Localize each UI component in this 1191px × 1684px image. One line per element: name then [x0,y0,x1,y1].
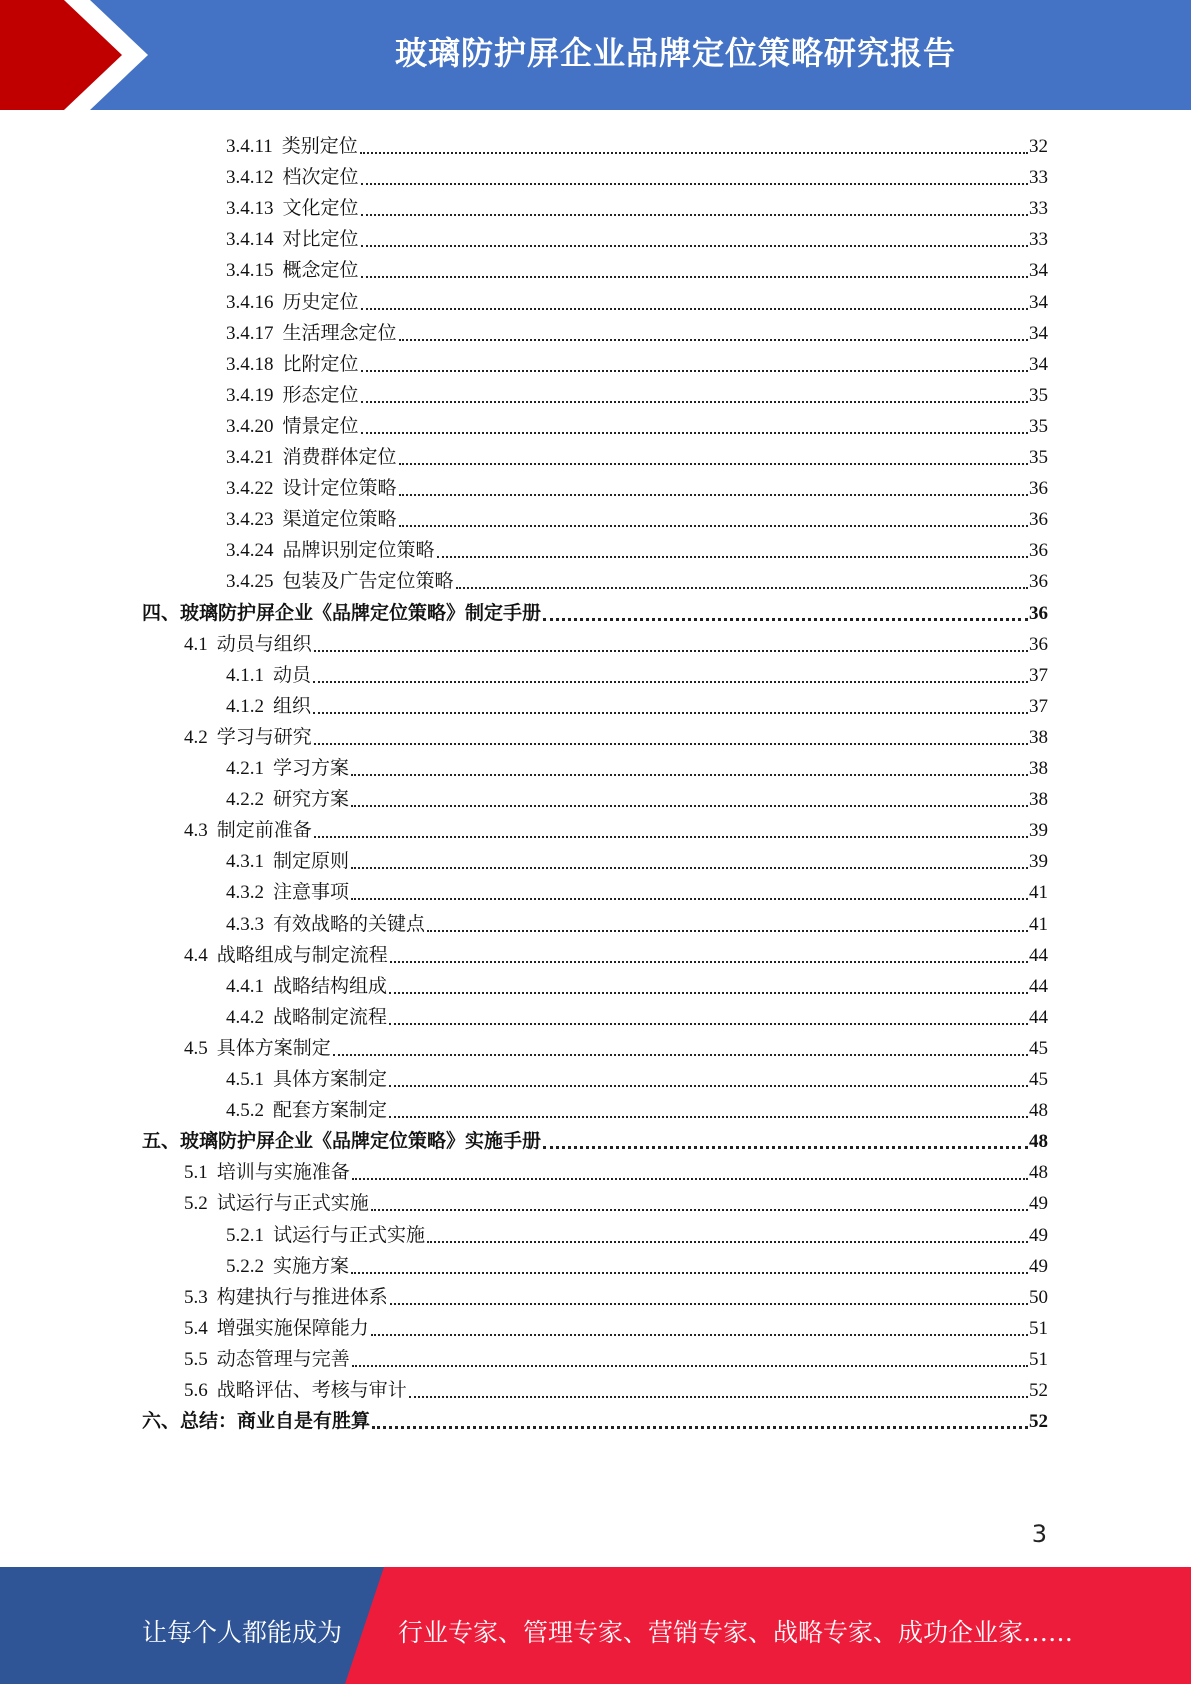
toc-entry-page: 34 [1029,353,1048,375]
dot-leader [361,275,1028,278]
toc-entry-title: 品牌识别定位策略 [282,540,435,562]
toc-entry-page: 34 [1029,291,1048,313]
dot-leader [427,929,1028,932]
toc-entry-title: 消费群体定位 [282,447,397,468]
toc-entry-title: 历史定位 [282,291,359,313]
toc-entry-number: 4.1.2 [226,695,264,717]
toc-entry-page: 35 [1029,447,1048,468]
toc-entry-title: 生活理念定位 [282,322,397,344]
toc-entry[interactable] [226,563,1048,594]
toc-entry-page: 39 [1029,851,1048,873]
dot-leader [352,1177,1028,1180]
toc-entry-number: 3.4.21 [226,447,274,468]
dot-leader [361,369,1028,372]
toc-entry-page: 35 [1029,415,1048,437]
toc-entry-page: 36 [1029,540,1048,562]
dot-leader [314,835,1028,838]
toc-entry-number: 5.2.1 [226,1224,264,1246]
toc-entry-number: 4.2.2 [226,789,264,811]
toc-entry[interactable] [184,1341,1048,1372]
toc-entry-number: 3.4.23 [226,509,274,531]
toc-entry-title: 档次定位 [282,167,359,189]
toc-entry-page: 37 [1029,664,1048,686]
dot-leader [399,338,1028,341]
toc-entry-number: 4.2 [184,726,208,748]
toc-entry-title: 渠道定位策略 [282,509,397,531]
toc-entry-number: 5.2.2 [226,1255,264,1277]
toc-entry-number: 4.1 [184,633,208,655]
toc-entry-page: 36 [1029,602,1048,624]
toc-entry[interactable] [226,750,1048,781]
toc-entry-number: 5.3 [184,1286,208,1308]
toc-entry-page: 49 [1029,1255,1048,1277]
toc-entry-title: 动态管理与完善 [216,1348,350,1370]
dot-leader [333,1053,1028,1056]
toc-entry-title: 六、总结：商业自是有胜算 [142,1411,371,1433]
toc-entry-number: 3.4.24 [226,540,274,562]
toc-entry-page: 49 [1029,1224,1048,1246]
toc-entry-page: 44 [1029,944,1048,966]
toc-entry-number: 3.4.16 [226,291,274,313]
toc-entry-page: 33 [1029,198,1048,220]
dot-leader [313,680,1028,683]
toc-entry-title: 增强实施保障能力 [216,1317,369,1339]
toc-entry-number: 3.4.13 [226,198,274,220]
toc-entry-number: 3.4.22 [226,478,274,500]
red-chevron-icon [0,0,160,110]
footer-slogan-right: 行业专家、管理专家、营销专家、战略专家、成功企业家…… [398,1618,1074,1647]
toc-entry-title: 学习方案 [273,758,350,779]
toc-entry[interactable] [226,968,1048,999]
toc-entry-page: 38 [1029,758,1048,779]
toc-entry[interactable] [226,346,1048,377]
toc-entry-page: 36 [1029,509,1048,531]
toc-entry-number: 4.5.1 [226,1069,264,1090]
toc-entry-page: 33 [1029,229,1048,251]
toc-entry-page: 45 [1029,1037,1048,1059]
toc-entry[interactable] [226,906,1048,937]
footer-slogan-left: 让每个人都能成为 [142,1618,343,1647]
toc-entry[interactable] [226,190,1048,221]
dot-leader [314,649,1028,652]
dot-leader [372,1425,1028,1429]
toc-entry-title: 比附定位 [282,353,359,375]
toc-entry-number: 4.4.2 [226,1006,264,1028]
toc-entry-title: 战略结构组成 [273,975,388,997]
toc-entry[interactable] [142,1403,1048,1434]
toc-entry-page: 34 [1029,260,1048,282]
toc-entry-title: 包装及广告定位策略 [282,571,454,593]
dot-leader [351,1271,1028,1274]
toc-entry-title: 制定原则 [273,851,350,873]
toc-entry-page: 37 [1029,695,1048,717]
dot-leader [361,400,1028,403]
toc-entry[interactable] [226,284,1048,315]
toc-entry-page: 51 [1029,1317,1048,1339]
toc-entry-page: 49 [1029,1193,1048,1215]
toc-entry-page: 41 [1029,913,1048,935]
toc-entry-number: 4.2.1 [226,758,264,779]
toc-entry-number: 4.3.2 [226,882,264,904]
toc-entry-title: 研究方案 [273,789,350,811]
toc-entry-number: 3.4.19 [226,384,274,406]
toc-entry-title: 战略制定流程 [273,1006,388,1028]
dot-leader [351,773,1028,776]
toc-entry[interactable] [226,439,1048,470]
toc-entry-number: 3.4.12 [226,167,274,189]
toc-entry[interactable] [226,159,1048,190]
dot-leader [361,213,1028,216]
toc-entry-number: 5.6 [184,1380,208,1401]
toc-entry-title: 战略评估、考核与审计 [216,1380,407,1401]
toc-entry-title: 构建执行与推进体系 [216,1286,388,1308]
toc-entry[interactable] [184,812,1048,843]
toc-entry-title: 四、玻璃防护屏企业《品牌定位策略》制定手册 [142,602,542,624]
toc-entry-page: 52 [1029,1380,1048,1401]
toc-entry[interactable] [142,595,1048,626]
toc-entry[interactable] [226,501,1048,532]
dot-leader [427,1240,1028,1243]
toc-entry[interactable] [226,221,1048,252]
dot-leader [456,586,1028,589]
toc-entry[interactable] [226,1092,1048,1123]
toc-entry-title: 五、玻璃防护屏企业《品牌定位策略》实施手册 [142,1131,542,1153]
toc-entry-title: 动员与组织 [216,633,312,655]
toc-entry[interactable] [226,252,1048,283]
dot-leader [399,493,1028,496]
toc-entry-page: 51 [1029,1348,1048,1370]
toc-entry-title: 组织 [273,695,312,717]
dot-leader [543,1145,1028,1149]
toc-entry-page: 48 [1029,1131,1048,1153]
toc-entry-page: 38 [1029,726,1048,748]
toc-entry-title: 有效战略的关键点 [273,913,426,935]
toc-entry[interactable] [142,1123,1048,1154]
dot-leader [389,1084,1028,1087]
dot-leader [352,1364,1028,1367]
dot-leader [361,307,1028,310]
dot-leader [371,1333,1028,1336]
toc-entry[interactable] [184,1030,1048,1061]
page-number: 3 [1031,1520,1047,1548]
toc-entry[interactable] [184,626,1048,657]
toc-entry[interactable] [226,128,1048,159]
toc-entry-title: 试运行与正式实施 [216,1193,369,1215]
toc-entry[interactable] [226,1217,1048,1248]
toc-entry-page: 44 [1029,1006,1048,1028]
toc-entry[interactable] [226,781,1048,812]
toc-entry-title: 概念定位 [282,260,359,282]
toc-entry-page: 50 [1029,1286,1048,1308]
toc-entry[interactable] [226,999,1048,1030]
toc-entry-number: 4.1.1 [226,664,264,686]
toc-entry-number: 4.3.3 [226,913,264,935]
toc-entry-number: 4.5 [184,1037,208,1059]
toc-entry[interactable] [226,377,1048,408]
toc-entry[interactable] [226,470,1048,501]
toc-entry-number: 5.5 [184,1348,208,1370]
dot-leader [313,711,1028,714]
page-header [0,0,1191,110]
toc-entry[interactable] [226,532,1048,563]
toc-entry-title: 情景定位 [282,415,359,437]
toc-entry-title: 注意事项 [273,882,350,904]
toc-entry-title: 形态定位 [282,384,359,406]
dot-leader [389,991,1028,994]
toc-entry-title: 配套方案制定 [273,1100,388,1122]
toc-entry-title: 战略组成与制定流程 [216,944,388,966]
toc-entry[interactable] [226,843,1048,874]
toc-entry-title: 具体方案制定 [273,1069,388,1090]
toc-entry-page: 38 [1029,789,1048,811]
toc-entry-title: 制定前准备 [216,820,312,842]
toc-entry-number: 4.4.1 [226,975,264,997]
toc-entry[interactable] [226,315,1048,346]
toc-entry[interactable] [226,688,1048,719]
toc-entry-title: 试运行与正式实施 [273,1224,426,1246]
toc-entry[interactable] [226,1248,1048,1279]
toc-entry-number: 3.4.18 [226,353,274,375]
dot-leader [389,1115,1028,1118]
toc-entry-page: 48 [1029,1162,1048,1184]
report-title: 玻璃防护屏企业品牌定位策略研究报告 [394,34,956,72]
dot-leader [390,1302,1028,1305]
dot-leader [371,1208,1028,1211]
toc-entry-page: 52 [1029,1411,1048,1433]
toc-entry-title: 类别定位 [281,136,358,157]
toc-entry-title: 文化定位 [282,198,359,220]
toc-entry[interactable] [184,1310,1048,1341]
dot-leader [399,524,1028,527]
toc-entry[interactable] [184,1185,1048,1216]
toc-entry-title: 实施方案 [273,1255,350,1277]
toc-entry-page: 41 [1029,882,1048,904]
toc-entry[interactable] [226,408,1048,439]
dot-leader [390,960,1028,963]
toc-entry[interactable] [226,874,1048,905]
dot-leader [361,431,1028,434]
toc-entry-page: 48 [1029,1100,1048,1122]
toc-entry-page: 36 [1029,478,1048,500]
dot-leader [399,462,1028,465]
dot-leader [409,1395,1028,1398]
toc-entry[interactable] [226,1061,1048,1092]
toc-entry-number: 3.4.11 [226,136,273,157]
toc-entry-page: 44 [1029,975,1048,997]
toc-entry-number: 5.1 [184,1162,208,1184]
toc-entry-title: 培训与实施准备 [216,1162,350,1184]
dot-leader [360,151,1028,154]
toc-entry[interactable] [184,719,1048,750]
toc-entry-title: 学习与研究 [216,726,312,748]
dot-leader [361,244,1028,247]
toc-entry-title: 设计定位策略 [282,478,397,500]
dot-leader [314,742,1028,745]
toc-entry-number: 3.4.20 [226,415,274,437]
toc-entry-number: 4.5.2 [226,1100,264,1122]
toc-entry-page: 39 [1029,820,1048,842]
toc-entry-number: 5.4 [184,1317,208,1339]
toc-entry-page: 36 [1029,571,1048,593]
dot-leader [351,897,1028,900]
toc-entry-page: 34 [1029,322,1048,344]
toc-entry-number: 3.4.15 [226,260,274,282]
dot-leader [437,555,1028,558]
dot-leader [361,182,1028,185]
toc-entry[interactable] [226,657,1048,688]
dot-leader [351,804,1028,807]
toc-entry-title: 动员 [273,664,312,686]
toc-entry-title: 具体方案制定 [216,1037,331,1059]
toc-entry-page: 35 [1029,384,1048,406]
toc-entry-number: 4.3 [184,820,208,842]
toc-entry-number: 3.4.17 [226,322,274,344]
toc-entry-page: 32 [1029,136,1048,157]
toc-entry-page: 33 [1029,167,1048,189]
toc-entry[interactable] [184,937,1048,968]
toc-entry-title: 对比定位 [282,229,359,251]
dot-leader [351,866,1028,869]
dot-leader [543,617,1028,621]
toc-entry-number: 3.4.25 [226,571,274,593]
toc-entry-number: 5.2 [184,1193,208,1215]
toc-entry[interactable] [184,1279,1048,1310]
toc-entry-page: 36 [1029,633,1048,655]
toc-entry-number: 4.4 [184,944,208,966]
toc-entry-number: 4.3.1 [226,851,264,873]
dot-leader [389,1022,1028,1025]
toc-entry[interactable] [184,1372,1048,1403]
toc-entry-page: 45 [1029,1069,1048,1090]
toc-entry-number: 3.4.14 [226,229,274,251]
page-footer [0,1567,1191,1684]
toc-entry[interactable] [184,1154,1048,1185]
